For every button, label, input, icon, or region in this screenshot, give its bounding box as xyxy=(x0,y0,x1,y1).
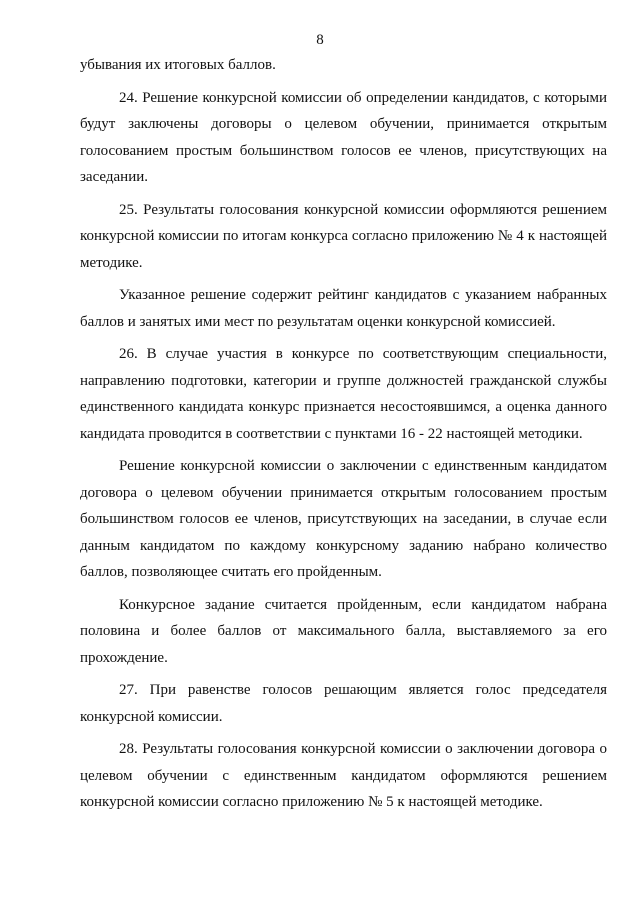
paragraph-task-passed-rule: Конкурсное задание считается пройденным, если кандидатом набрана половина и более баллов от максимального балла, выставляемого за его прохождение. xyxy=(80,596,607,666)
page-number: 8 xyxy=(316,32,324,48)
paragraph-item-25: 25. Результаты голосования конкурсной комиссии оформляются решением конкурсной комиссии по итогам конкурса согласно приложению № 4 к настоящей методике. xyxy=(80,201,607,271)
paragraph-item-27: 27. При равенстве голосов решающим является голос председателя конкурсной комиссии. xyxy=(80,682,607,725)
paragraph-item-24: 24. Решение конкурсной комиссии об определении кандидатов, с которыми будут заключены договоры о целевом обучении, принимается открытым голосованием простым большинством голосов ее членов, присутствующих на заседании. xyxy=(80,89,607,185)
document-body xyxy=(80,52,607,822)
paragraph-single-candidate-decision: Решение конкурсной комиссии о заключении с единственным кандидатом договора о целевом обучении принимается открытым голосованием простым большинством голосов ее членов, присутствующих на заседании, в случае если данным кандидатом по каждому конкурсному заданию набрано количество баллов, позволяющее считать его пройденным. xyxy=(80,458,607,580)
paragraph-continuation: убывания их итоговых баллов. xyxy=(80,57,276,73)
paragraph-item-26: 26. В случае участия в конкурсе по соответствующим специальности, направлению подготовки, категории и группе должностей гражданской службы единственного кандидата конкурс признается несостоявшимся, а оценка данного кандидата проводится в соответствии с пунктами 16 - 22 настоящей методики. xyxy=(80,346,607,442)
paragraph-rating-decision: Указанное решение содержит рейтинг кандидатов с указанием набранных баллов и занятых ими мест по результатам оценки конкурсной комиссией. xyxy=(80,287,607,330)
paragraph-item-28: 28. Результаты голосования конкурсной комиссии о заключении договора о целевом обучении с единственным кандидатом оформляются решением конкурсной комиссии согласно приложению № 5 к настоящей методике. xyxy=(80,741,607,810)
